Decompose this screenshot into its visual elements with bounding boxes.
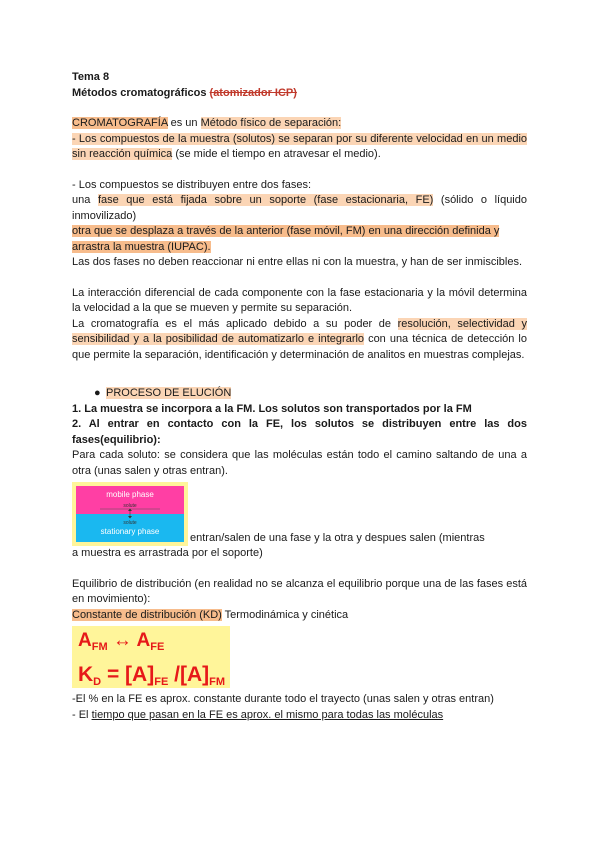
intro-separation-rest: (se mide el tiempo en atravesar el medio). [172,148,381,160]
doc-subtitle [72,86,527,102]
diagram-caption-first [190,531,527,547]
intro-definition-highlight: Método físico de separación: [200,117,342,129]
equilibrium-note-2 [72,708,527,724]
phase1-rest: (sólido o líquido inmovilizado) [72,194,527,222]
applications-rest: con una técnica de detección lo que permite la separación, identificación y determinación de analitos en muestras complejas. [72,333,527,361]
f2-eq: = [A] [101,663,155,686]
intro-connector: es un [167,117,201,129]
double-arrow-icon: ↔ [107,630,137,651]
kd-rest: Termodinámica y cinética [221,608,349,621]
phase1-highlight: fase que está fijada sobre un soporte (fase estacionaria, FE) [97,194,434,206]
intro-separation-highlight: - Los compuestos de la muestra (solutos) se separan por su diferente velocidad en un medio sin reacción química [72,132,527,160]
f2-slash: /[A] [168,663,210,686]
phase-diagram-svg [76,486,184,542]
f1-fe: FE [150,641,165,653]
interaction-paragraph: La interacción diferencial de cada componente con la fase estacionaria y la móvil determina la velocidad a la que se mueven y permite su separación. [72,286,527,314]
phase1-prefix: una [72,194,98,206]
diagram-row [72,482,527,546]
applications-prefix: La cromatografía es el más aplicado debido a su poder de [72,317,398,330]
subtitle-struck: (atomizador ICP) [209,86,297,99]
f1-a1: A [78,630,92,651]
f2-k: K [78,663,94,686]
f1-a2: A [136,630,151,651]
term-cromatografia: CROMATOGRAFÍA [72,117,168,129]
f1-fm: FM [91,641,108,653]
formula-line-1 [78,628,230,660]
f2-fm: FM [209,676,225,688]
stationary-phase-label: stationary phase [100,527,160,536]
elution-heading [94,386,527,402]
elution-heading-text: PROCESO DE ELUCIÓN [106,387,232,399]
applications-paragraph [72,317,527,364]
diagram-caption-rest [72,546,527,562]
solute-top-label: solute [123,503,137,509]
kd-line [72,608,527,624]
phase-diagram [72,482,188,546]
phases-lead: - Los compuestos se distribuyen entre dos fases: [72,178,312,191]
phases-note: Las dos fases no deben reaccionar ni entre ellas ni con la muestra, y han de ser inmiscibles. [72,256,523,268]
document-page [72,70,527,723]
phase-stationary [72,193,527,224]
kd-formula [72,626,230,688]
doc-title: Tema 8 [72,71,110,83]
caption-first-line: entran/salen de una fase y la otra y despues salen (mientras [190,531,485,544]
intro-separation [72,132,527,163]
subtitle-text: Métodos cromatográficos [72,86,207,99]
equilibrium-paragraph: Equilibrio de distribución (en realidad no se alcanza el equilibrio porque una de las fases está en movimiento): [72,577,527,605]
bullet-icon: ● [94,387,101,399]
elution-step-2: 2. Al entrar en contacto con la FE, los solutos se distribuyen entre las dos fases(equilibrio): [72,418,527,446]
equilibrium-note-1: -El % en la FE es aprox. constante durante todo el trayecto (unas salen y otras entran) [72,693,494,705]
mobile-phase-label: mobile phase [106,490,154,499]
f2-fe: FE [154,676,169,688]
kd-highlight: Constante de distribución (KD) [72,608,222,621]
phase-mobile [72,224,527,255]
intro-definition [72,116,527,132]
phase2-highlight: otra que se desplaza a través de la anterior (fase móvil, FM) en una dirección definida y arrastra la muestra (IUPAC). [72,225,500,253]
solute-bottom-label: solute [123,520,137,526]
note2-prefix: - El [72,708,92,721]
solute-paragraph: Para cada soluto: se considera que las moléculas están todo el camino saltando de una a otra (unas salen y otras entran). [72,449,527,477]
applications-highlight: resolución, selectividad y sensibilidad y a la posibilidad de automatizarlo e integrarlo [72,317,527,345]
elution-step-1: 1. La muestra se incorpora a la FM. Los solutos son transportados por la FM [72,402,472,415]
caption-rest: a muestra es arrastrada por el soporte) [72,547,263,559]
note2-underlined: tiempo que pasan en la FE es aprox. el mismo para todas las moléculas [91,708,444,721]
f2-d: D [93,676,102,688]
